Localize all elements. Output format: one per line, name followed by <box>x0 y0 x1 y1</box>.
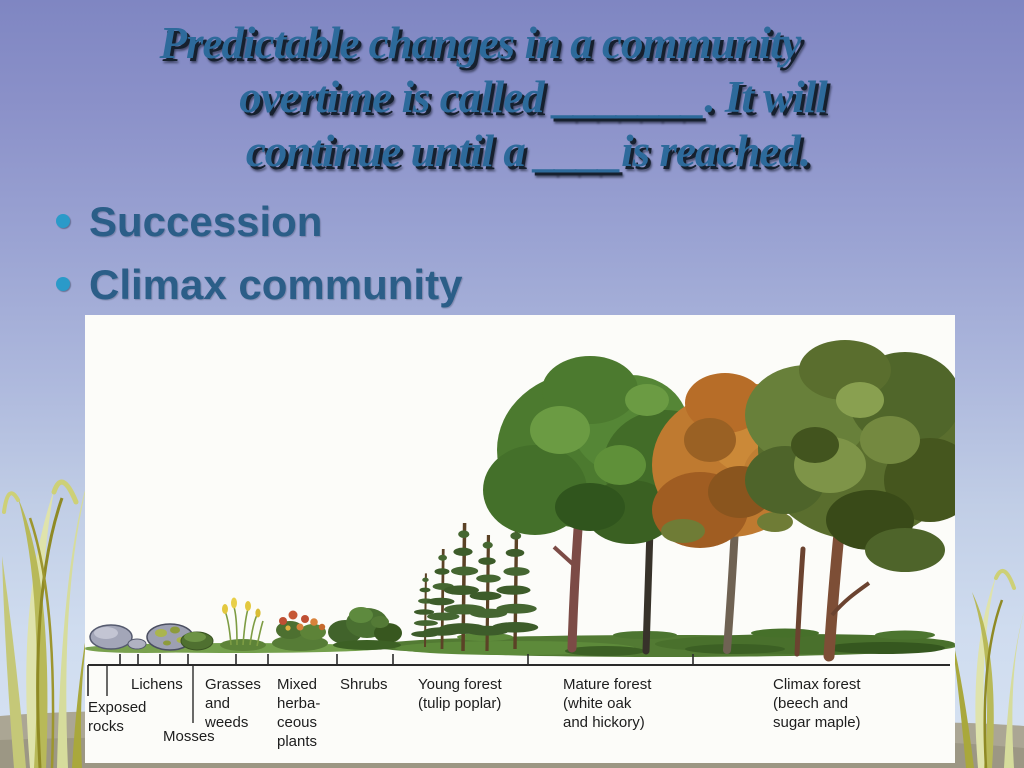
succession-figure <box>85 315 955 763</box>
stage-label-young-forest <box>418 675 502 713</box>
stage-label-line: weeds <box>205 714 249 731</box>
stage-label-line: Grasses <box>205 676 261 693</box>
bullet-item <box>56 259 462 311</box>
slide-title-line: continue until a ____is reached. <box>245 126 811 176</box>
slide-title <box>28 16 996 178</box>
stage-label-line: and <box>205 695 231 712</box>
stage-label-shrubs <box>340 675 388 694</box>
shrubs-illustration <box>328 607 402 650</box>
stage-label-line: Climax forest <box>773 676 861 693</box>
stage-label-line: (tulip poplar) <box>418 695 502 712</box>
stage-label-mature-forest <box>563 675 651 732</box>
stage-label-line: plants <box>277 733 318 750</box>
stage-label-line: Young forest <box>418 676 502 693</box>
stage-label-line: Mixed <box>277 676 318 693</box>
stage-label-line: (white oak <box>563 695 632 712</box>
bullet-list <box>56 196 462 322</box>
young-forest-illustration <box>411 523 538 651</box>
stage-label-lichens <box>131 675 183 694</box>
stage-label-mixed-herbaceous <box>277 675 320 751</box>
bullet-label: Climax community <box>89 261 463 308</box>
stage-label-exposed-rocks <box>88 698 146 736</box>
stage-label-climax-forest <box>773 675 861 732</box>
stage-label-line: ceous <box>277 714 318 731</box>
bullet-icon <box>56 277 70 291</box>
bullet-label: Succession <box>89 198 323 245</box>
mosses-illustration <box>181 632 213 650</box>
bullet-item <box>56 196 462 248</box>
exposed-rocks-illustration <box>90 625 146 649</box>
mixed-herbaceous-illustration <box>272 611 328 652</box>
stage-label-line: Exposed <box>88 699 147 716</box>
climax-forest-illustration <box>745 340 955 656</box>
slide-title-line: overtime is called _______. It will <box>239 72 827 122</box>
stage-label-line: and hickory) <box>563 714 645 731</box>
slide-title-line: Predictable changes in a community <box>159 18 801 68</box>
bullet-icon <box>56 214 70 228</box>
stage-label-grasses-weeds <box>205 675 261 732</box>
stage-label-line: Mature forest <box>563 676 652 693</box>
grasses-weeds-illustration <box>220 598 266 652</box>
stage-label-line: sugar maple) <box>773 714 861 731</box>
stage-label-line: (beech and <box>773 695 849 712</box>
stage-label-line: rocks <box>88 718 124 735</box>
stage-label-line: herba- <box>277 695 321 712</box>
stage-label-line: Shrubs <box>340 676 388 693</box>
stage-label-line: Lichens <box>131 676 183 693</box>
stage-label-line: Mosses <box>163 728 215 745</box>
